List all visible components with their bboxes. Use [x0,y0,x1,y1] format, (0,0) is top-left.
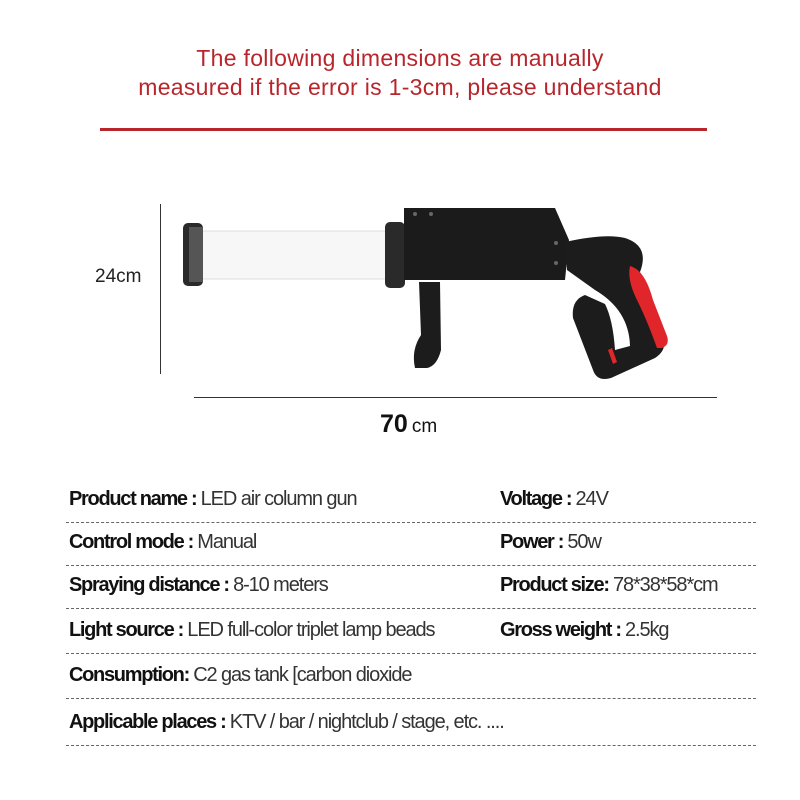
spec-value: LED full-color triplet lamp beads [187,619,435,641]
spec-voltage [500,488,608,511]
spec-power [500,531,601,554]
spec-label: Gross weight : [500,619,625,641]
spec-value: 78*38*58*cm [612,574,718,596]
spec-light-source [69,619,434,642]
spec-row [66,611,756,654]
spec-row [66,480,756,523]
spec-value: 24V [575,488,608,510]
spec-value: 50w [567,531,601,553]
spec-consumption [69,664,411,687]
width-dimension-line [194,397,717,398]
divider [100,128,707,131]
spec-label: Product size: [500,574,613,596]
spec-label: Light source : [69,619,188,641]
spec-value: 2.5kg [624,619,669,641]
spec-spraying-distance [69,574,328,597]
spec-value: 8-10 meters [233,574,328,596]
width-label [380,410,437,439]
height-dimension-line [160,204,161,374]
width-value: 70 [380,410,408,438]
spec-row [66,703,756,746]
spec-value: LED air column gun [200,488,357,510]
notice-line-2: measured if the error is 1-3cm, please understand [138,74,662,100]
notice-line-1: The following dimensions are manually [196,45,604,71]
spec-control-mode [69,531,256,554]
spec-label: Applicable places : [69,711,230,733]
spec-value: KTV / bar / nightclub / stage, etc. .... [229,711,504,733]
spec-value: Manual [197,531,257,553]
spec-row [66,656,756,699]
spec-label: Control mode : [69,531,198,553]
spec-label: Voltage : [500,488,576,510]
spec-row [66,566,756,609]
spec-label: Power : [500,531,568,553]
spec-label: Product name : [69,488,201,510]
spec-row [66,523,756,566]
width-unit: cm [411,416,438,437]
spec-product-size [500,574,718,597]
led-air-column-gun-image [175,200,715,390]
spec-applicable-places [69,711,504,734]
measurement-notice [0,44,800,102]
spec-label: Spraying distance : [69,574,234,596]
spec-value: C2 gas tank [carbon dioxide [193,664,412,686]
spec-label: Consumption: [69,664,194,686]
spec-gross-weight [500,619,668,642]
height-label: 24cm [95,266,142,287]
spec-product-name [69,488,357,511]
